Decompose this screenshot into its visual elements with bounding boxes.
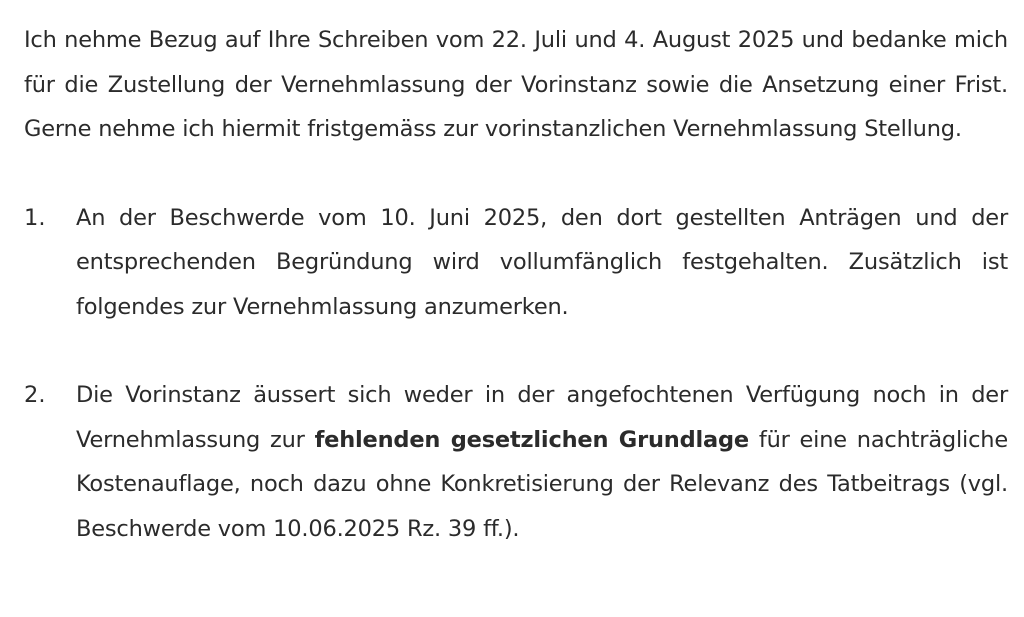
item-text-after: für eine nachträgliche Kostenauflage, noch dazu ohne Konkretisierung der Relevanz des Tatbeitrags (vgl. Beschwerde vom 10.06.2025 Rz. 39 ff.). [76,426,1008,542]
item-text-before: Die Vorinstanz äussert sich weder in der angefochtenen Verfügung noch in der Vernehmlassung zur [76,382,1008,453]
item-text: An der Beschwerde vom 10. Juni 2025, den dort gestellten Anträgen und der entsprechenden Begründung wird vollumfänglich festgehalten. Zusätzlich ist folgendes zur Vernehmlassung anzumerken. [76,204,1008,320]
list-item [24,373,1008,551]
item-number: 2. [24,382,46,408]
item-number: 1. [24,204,46,231]
document-body [24,18,1008,551]
list-item [24,196,1008,330]
intro-paragraph: Ich nehme Bezug auf Ihre Schreiben vom 22. Juli und 4. August 2025 und bedanke mich für die Zustellung der Vernehmlassung der Vorinstanz sowie die Ansetzung einer Frist. Gerne nehme ich hiermit fristgemäss zur vorinstanzlichen Vernehmlassung Stellung. [24,27,1008,142]
item-text [76,373,1008,551]
item-text-emphasis: fehlenden gesetzlichen Grundlage [314,426,749,453]
